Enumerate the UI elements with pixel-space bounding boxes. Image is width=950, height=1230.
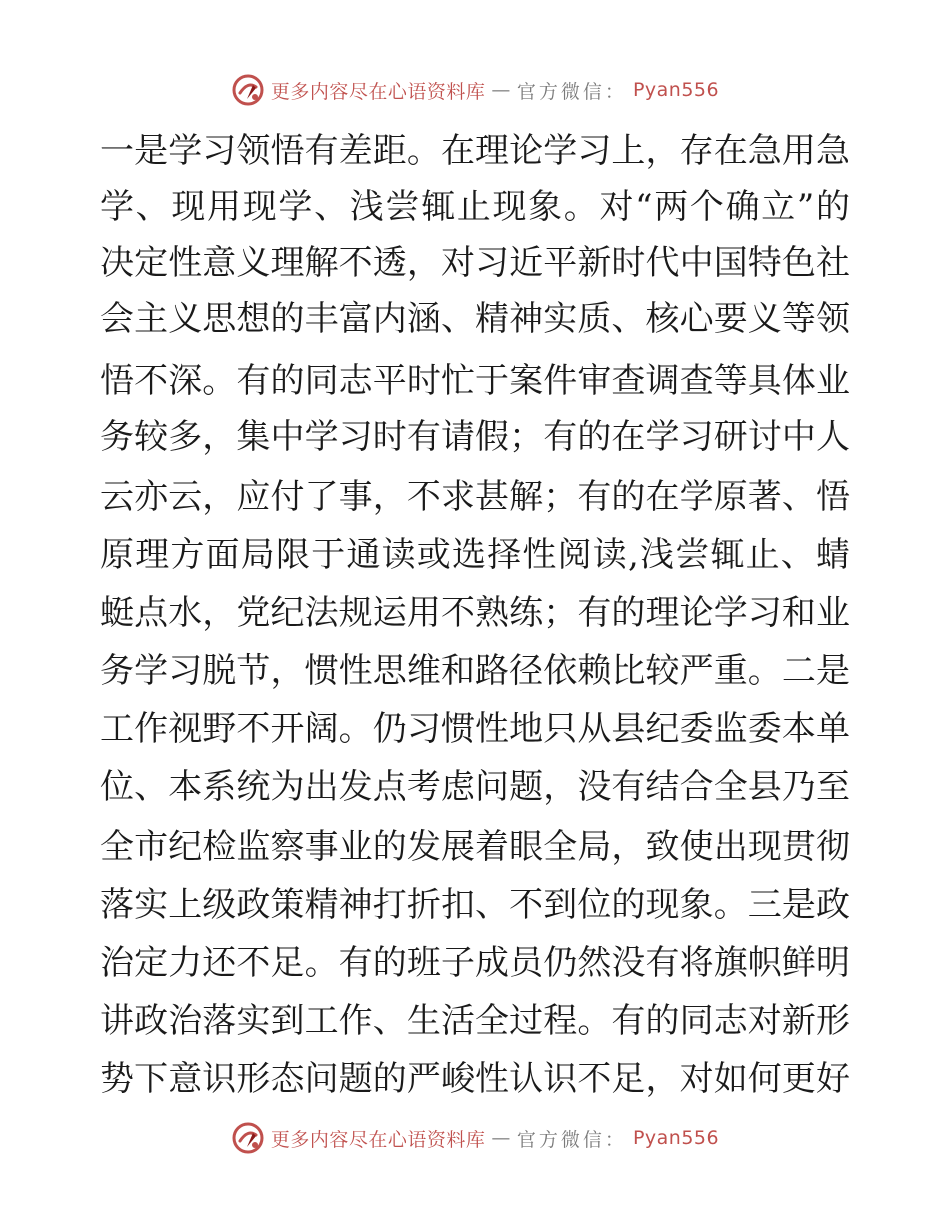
watermark-footer xyxy=(0,1118,950,1158)
body-line: 势下意识形态问题的严峻性认识不足，对如何更好 xyxy=(100,1059,850,1099)
brand-logo-icon xyxy=(231,1121,265,1155)
body-line: 云亦云，应付了事，不求甚解；有的在学原著、悟 xyxy=(100,477,850,517)
watermark-separator: — xyxy=(491,79,511,101)
watermark-wechat-id: Pyan556 xyxy=(632,79,720,101)
watermark-header xyxy=(0,70,950,110)
watermark-official-label: 官方微信： xyxy=(516,80,627,103)
body-line: 学、现用现学、浅尝辄止现象。对“两个确立”的 xyxy=(100,187,850,227)
body-line: 务较多，集中学习时有请假；有的在学习研讨中人 xyxy=(100,417,850,457)
brand-logo-icon xyxy=(231,73,265,107)
body-line: 务学习脱节，惯性思维和路径依赖比较严重。二是 xyxy=(100,651,850,691)
body-line: 原理方面局限于通读或选择性阅读,浅尝辄止、蜻 xyxy=(100,535,850,575)
body-line: 一是学习领悟有差距。在理论学习上，存在急用急 xyxy=(100,131,850,171)
watermark-wechat-id: Pyan556 xyxy=(632,1127,720,1149)
body-line: 会主义思想的丰富内涵、精神实质、核心要义等领 xyxy=(100,299,850,339)
body-line: 落实上级政策精神打折扣、不到位的现象。三是政 xyxy=(100,885,850,925)
body-line: 位、本系统为出发点考虑问题，没有结合全县乃至 xyxy=(100,767,850,807)
body-line: 全市纪检监察事业的发展着眼全局，致使出现贯彻 xyxy=(100,827,850,867)
body-line: 治定力还不足。有的班子成员仍然没有将旗帜鲜明 xyxy=(100,943,850,983)
watermark-official-label: 官方微信： xyxy=(516,1128,627,1151)
body-line: 决定性意义理解不透，对习近平新时代中国特色社 xyxy=(100,243,850,283)
watermark-site-text: 更多内容尽在心语资料库 xyxy=(270,1128,486,1151)
body-line: 蜓点水，党纪法规运用不熟练；有的理论学习和业 xyxy=(100,593,850,633)
body-line: 讲政治落实到工作、生活全过程。有的同志对新形 xyxy=(100,1001,850,1041)
watermark-site-text: 更多内容尽在心语资料库 xyxy=(270,80,486,103)
body-line: 工作视野不开阔。仍习惯性地只从县纪委监委本单 xyxy=(100,709,850,749)
body-line: 悟不深。有的同志平时忙于案件审查调查等具体业 xyxy=(100,361,850,401)
watermark-separator: — xyxy=(491,1127,511,1149)
